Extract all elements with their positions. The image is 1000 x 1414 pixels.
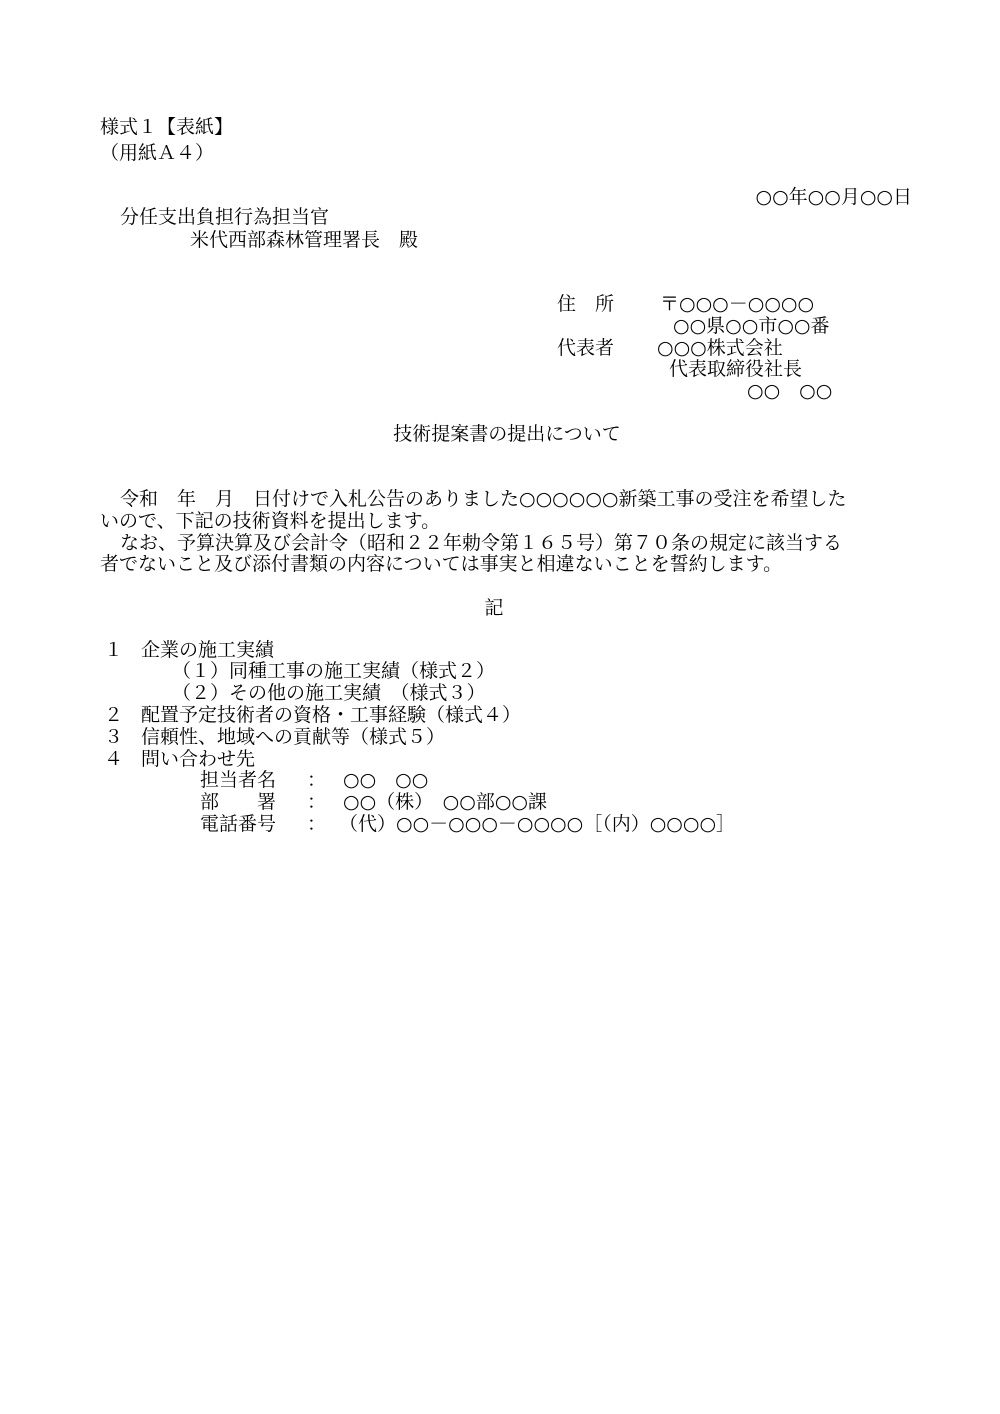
contact-dept-colon: ： xyxy=(307,791,327,813)
item2-text: 配置予定技術者の資格・工事経験（様式４） xyxy=(141,704,522,726)
representative-label: 代表者 xyxy=(557,337,615,359)
contact-dept-value: ○○（株） ○○部○○課 xyxy=(343,791,547,813)
addressee-line2: 米代西部森林管理署長 殿 xyxy=(190,229,419,251)
item1-text: 企業の施工実績 xyxy=(141,639,275,661)
item1-sub1: （１）同種工事の施工実績（様式２） xyxy=(172,660,496,682)
document-date: ○○年○○月○○日 xyxy=(755,186,912,208)
contact-person-label: 担当者名 xyxy=(200,769,277,791)
item4-text: 問い合わせ先 xyxy=(141,748,256,770)
postal-code: 〒○○○－○○○○ xyxy=(660,293,815,315)
paper-note: （用紙Ａ４） xyxy=(100,142,215,164)
contact-phone-value: （代）○○－○○○－○○○○［（内）○○○○］ xyxy=(339,813,736,835)
address-label: 住 所 xyxy=(557,293,615,315)
item2-number: ２ xyxy=(104,704,124,726)
representative-name: ○○ ○○ xyxy=(747,380,833,402)
body-p2-line1: なお、予算決算及び会計令（昭和２２年勅令第１６５号）第７０条の規定に該当する xyxy=(120,532,843,554)
item3-number: ３ xyxy=(104,726,124,748)
contact-phone-label: 電話番号 xyxy=(200,813,277,835)
addressee-line1: 分任支出負担行為担当官 xyxy=(120,206,330,228)
contact-person-colon: ： xyxy=(307,769,327,791)
body-p1-line1: 令和 年 月 日付けで入札公告のありました○○○○○○新築工事の受注を希望した xyxy=(120,488,847,510)
body-p2-line2: 者でないこと及び添付書類の内容については事実と相違ないことを誓約します。 xyxy=(100,553,783,575)
ki-heading: 記 xyxy=(484,597,504,619)
body-p1-line2: いので、下記の技術資料を提出します。 xyxy=(100,510,441,532)
item3-text: 信頼性、地域への貢献等（様式５） xyxy=(141,726,446,748)
item1-sub2: （２）その他の施工実績 （様式３） xyxy=(172,682,486,704)
item4-number: ４ xyxy=(104,748,124,770)
form-label: 様式１【表紙】 xyxy=(100,116,234,138)
company-name: ○○○株式会社 xyxy=(657,337,783,359)
representative-position: 代表取締役社長 xyxy=(669,358,803,380)
item1-number: １ xyxy=(104,639,124,661)
contact-phone-colon: ： xyxy=(307,813,327,835)
document-title: 技術提案書の提出について xyxy=(393,423,621,445)
applicant-address: ○○県○○市○○番 xyxy=(673,315,830,337)
contact-dept-label: 部 署 xyxy=(200,791,277,813)
contact-person-value: ○○ ○○ xyxy=(343,769,429,791)
